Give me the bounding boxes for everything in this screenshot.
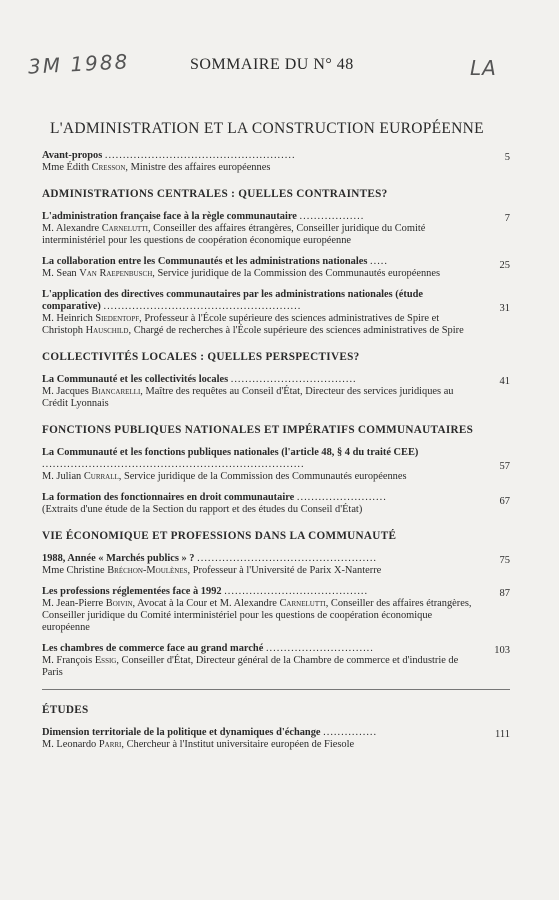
page-number: 75 bbox=[499, 555, 510, 566]
leader-dots: ........................................ bbox=[224, 586, 369, 597]
entry-author: M. François Essig, Conseiller d'État, Directeur général de la Chambre de commerce et d'industrie de Paris bbox=[42, 655, 459, 678]
toc-entry bbox=[42, 289, 510, 337]
leader-dots: ......................................................................... bbox=[42, 459, 305, 470]
leader-dots: .............................. bbox=[265, 643, 374, 654]
toc-entry bbox=[42, 492, 510, 516]
page-number: 111 bbox=[495, 729, 510, 740]
page-number: 31 bbox=[499, 303, 510, 314]
section-heading-fonctions-publiques: FONCTIONS PUBLIQUES NATIONALES ET IMPÉRATIFS COMMUNAUTAIRES bbox=[42, 424, 474, 436]
toc-entry bbox=[42, 727, 510, 751]
toc-entry bbox=[42, 256, 510, 280]
entry-title: L'administration française face à la règle communautaire bbox=[42, 211, 297, 222]
entry-author: M. Sean Van Raepenbusch, Service juridique de la Commission des Communautés européennes bbox=[42, 268, 440, 279]
toc-entry bbox=[42, 643, 510, 679]
toc-entry bbox=[42, 447, 510, 483]
entry-author: M. Julian Currall, Service juridique de la Commission des Communautés européennes bbox=[42, 471, 407, 482]
entry-title: L'application des directives communautaires par les administrations nationales (étude comparative) bbox=[42, 289, 424, 312]
entry-title: Avant-propos bbox=[42, 150, 103, 161]
page-number: 67 bbox=[499, 496, 510, 507]
entry-title: La formation des fonctionnaires en droit communautaire bbox=[42, 492, 295, 503]
entry-title: Les professions réglementées face à 1992 bbox=[42, 586, 222, 597]
section-heading-etudes: ÉTUDES bbox=[42, 704, 89, 716]
entry-author: (Extraits d'une étude de la Section du rapport et des études du Conseil d'État) bbox=[42, 504, 363, 515]
toc-entry bbox=[42, 553, 510, 577]
leader-dots: ................................... bbox=[230, 374, 357, 385]
toc-entry-avant-propos bbox=[42, 150, 510, 174]
entry-title: La Communauté et les collectivités locales bbox=[42, 374, 229, 385]
entry-title: La Communauté et les fonctions publiques nationales (l'article 48, § 4 du traité CEE) bbox=[42, 447, 419, 458]
toc-entry bbox=[42, 211, 510, 247]
page-number: 25 bbox=[499, 260, 510, 271]
leader-dots: .................. bbox=[299, 211, 365, 222]
entry-title: La collaboration entre les Communautés et les administrations nationales bbox=[42, 256, 368, 267]
leader-dots: ............... bbox=[323, 727, 378, 738]
page-number: 103 bbox=[494, 645, 510, 656]
leader-dots: ..... bbox=[370, 256, 388, 267]
table-of-contents bbox=[42, 150, 510, 760]
entry-title: Les chambres de commerce face au grand marché bbox=[42, 643, 264, 654]
page-number: 7 bbox=[504, 213, 510, 224]
section-heading-administrations: ADMINISTRATIONS CENTRALES : QUELLES CONTRAINTES? bbox=[42, 188, 388, 200]
leader-dots: ......................... bbox=[296, 492, 387, 503]
page-number: 87 bbox=[499, 588, 510, 599]
entry-author: M. Jacques Biancarelli, Maître des requêtes au Conseil d'État, Directeur des services juridiques au Crédit Lyonnais bbox=[42, 386, 454, 409]
page-number: 5 bbox=[504, 152, 510, 163]
entry-title: 1988, Année « Marchés publics » ? bbox=[42, 553, 195, 564]
leader-dots: ..................................................... bbox=[104, 150, 296, 161]
entry-author: M. Heinrich Siedentopf, Professeur à l'École supérieure des sciences administratives de Spire et Christoph Hauschild, Chargé de recherches à l'École supérieure des sciences administratives de Spire bbox=[42, 313, 464, 336]
toc-entry bbox=[42, 586, 510, 634]
handwritten-note-right: LA bbox=[470, 56, 497, 80]
handwritten-note-left: 3M 1988 bbox=[27, 49, 130, 79]
leader-dots: ....................................................... bbox=[103, 301, 302, 312]
section-divider bbox=[42, 689, 510, 690]
entry-title: Dimension territoriale de la politique et dynamiques d'échange bbox=[42, 727, 321, 738]
document-title: L'ADMINISTRATION ET LA CONSTRUCTION EUROPÉENNE bbox=[50, 120, 484, 137]
section-heading-collectivites: COLLECTIVITÉS LOCALES : QUELLES PERSPECTIVES? bbox=[42, 351, 360, 363]
page-number: 41 bbox=[499, 376, 510, 387]
entry-author: M. Jean-Pierre Boivin, Avocat à la Cour et M. Alexandre Carnelutti, Conseiller des affaires étrangères, Conseiller juridique du Comité interministériel pour les questions de coopération économique européenne bbox=[42, 598, 472, 633]
entry-author: M. Alexandre Carnelutti, Conseiller des affaires étrangères, Conseiller juridique du Comité interministériel pour les questions de coopération économique européenne bbox=[42, 223, 426, 246]
toc-entry bbox=[42, 374, 510, 410]
sommaire-heading: SOMMAIRE DU N° 48 bbox=[190, 56, 354, 73]
entry-author: Mme Christine Bréchon-Moulènes, Professeur à l'Université de Parix X-Nanterre bbox=[42, 565, 382, 576]
section-heading-vie-economique: VIE ÉCONOMIQUE ET PROFESSIONS DANS LA COMMUNAUTÉ bbox=[42, 530, 397, 542]
page-number: 57 bbox=[499, 461, 510, 472]
leader-dots: .................................................. bbox=[197, 553, 378, 564]
entry-author: Mme Édith Cresson, Ministre des affaires européennes bbox=[42, 162, 271, 173]
entry-author: M. Leonardo Parri, Chercheur à l'Institut universitaire européen de Fiesole bbox=[42, 739, 355, 750]
